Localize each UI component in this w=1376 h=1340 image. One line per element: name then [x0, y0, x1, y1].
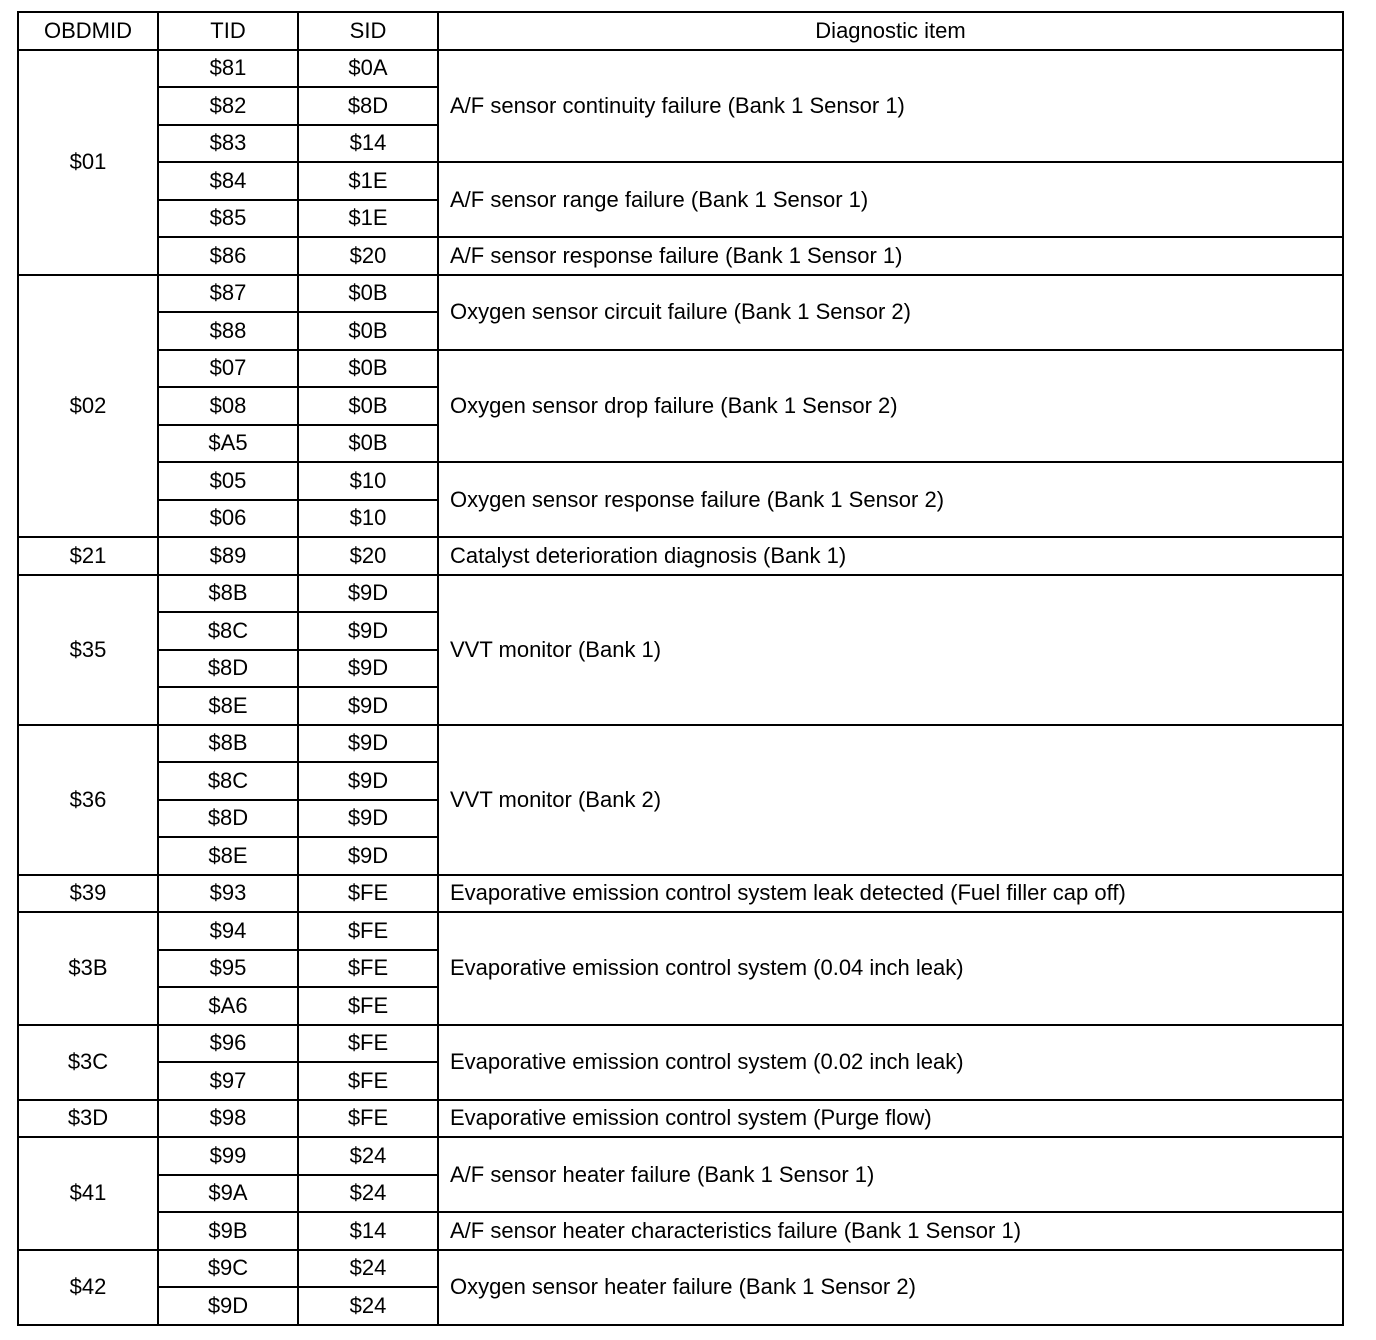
- sid-cell: $FE: [298, 950, 438, 988]
- diagnostic-item-cell: VVT monitor (Bank 1): [438, 575, 1343, 725]
- sid-cell: $9D: [298, 837, 438, 875]
- tid-cell: $87: [158, 275, 298, 313]
- sid-cell: $8D: [298, 87, 438, 125]
- sid-cell: $9D: [298, 650, 438, 688]
- sid-cell: $9D: [298, 687, 438, 725]
- tid-cell: $94: [158, 912, 298, 950]
- tid-cell: $9A: [158, 1175, 298, 1213]
- sid-cell: $FE: [298, 1025, 438, 1063]
- tid-cell: $8D: [158, 650, 298, 688]
- tid-cell: $85: [158, 200, 298, 238]
- tid-cell: $93: [158, 875, 298, 913]
- sid-cell: $0B: [298, 425, 438, 463]
- sid-cell: $1E: [298, 200, 438, 238]
- sid-cell: $FE: [298, 875, 438, 913]
- sid-cell: $0B: [298, 312, 438, 350]
- sid-cell: $20: [298, 537, 438, 575]
- diagnostic-item-cell: Oxygen sensor heater failure (Bank 1 Sensor 2): [438, 1250, 1343, 1325]
- tid-cell: $98: [158, 1100, 298, 1138]
- table-row: [18, 1137, 1343, 1175]
- tid-cell: $99: [158, 1137, 298, 1175]
- obdmid-cell: $3C: [18, 1025, 158, 1100]
- table-row: [18, 1250, 1343, 1288]
- tid-cell: $8C: [158, 612, 298, 650]
- tid-cell: $81: [158, 50, 298, 88]
- tid-cell: $8C: [158, 762, 298, 800]
- tid-cell: $88: [158, 312, 298, 350]
- diagnostic-item-cell: A/F sensor range failure (Bank 1 Sensor 1): [438, 162, 1343, 237]
- diagnostic-item-cell: A/F sensor response failure (Bank 1 Sensor 1): [438, 237, 1343, 275]
- tid-cell: $97: [158, 1062, 298, 1100]
- obdmid-cell: $41: [18, 1137, 158, 1250]
- tid-cell: $8E: [158, 837, 298, 875]
- diagnostic-item-cell: Evaporative emission control system leak detected (Fuel filler cap off): [438, 875, 1343, 913]
- obdmid-cell: $3D: [18, 1100, 158, 1138]
- obdmid-cell: $02: [18, 275, 158, 538]
- sid-cell: $FE: [298, 912, 438, 950]
- obdmid-cell: $42: [18, 1250, 158, 1325]
- diagnostic-item-cell: Evaporative emission control system (0.02 inch leak): [438, 1025, 1343, 1100]
- header-diagnostic-item: Diagnostic item: [438, 12, 1343, 50]
- tid-cell: $05: [158, 462, 298, 500]
- table-row: [18, 50, 1343, 88]
- obdmid-cell: $39: [18, 875, 158, 913]
- diagnostic-item-cell: A/F sensor heater failure (Bank 1 Sensor 1): [438, 1137, 1343, 1212]
- tid-cell: $06: [158, 500, 298, 538]
- table-row: [18, 725, 1343, 763]
- tid-cell: $84: [158, 162, 298, 200]
- diagnostic-item-cell: Oxygen sensor circuit failure (Bank 1 Sensor 2): [438, 275, 1343, 350]
- tid-cell: $89: [158, 537, 298, 575]
- sid-cell: $24: [298, 1250, 438, 1288]
- sid-cell: $10: [298, 500, 438, 538]
- tid-cell: $9C: [158, 1250, 298, 1288]
- sid-cell: $14: [298, 125, 438, 163]
- tid-cell: $A5: [158, 425, 298, 463]
- diagnostic-item-cell: Evaporative emission control system (Purge flow): [438, 1100, 1343, 1138]
- tid-cell: $8E: [158, 687, 298, 725]
- diagnostic-item-cell: Catalyst deterioration diagnosis (Bank 1): [438, 537, 1343, 575]
- table-row: [18, 350, 1343, 388]
- table-row: [18, 912, 1343, 950]
- diagnostic-item-cell: Oxygen sensor drop failure (Bank 1 Sensor 2): [438, 350, 1343, 463]
- sid-cell: $9D: [298, 800, 438, 838]
- diagnostic-item-cell: Evaporative emission control system (0.04 inch leak): [438, 912, 1343, 1025]
- obdmid-cell: $36: [18, 725, 158, 875]
- obdmid-cell: $3B: [18, 912, 158, 1025]
- diagnostic-item-cell: VVT monitor (Bank 2): [438, 725, 1343, 875]
- tid-cell: $83: [158, 125, 298, 163]
- sid-cell: $0B: [298, 387, 438, 425]
- sid-cell: $0A: [298, 50, 438, 88]
- tid-cell: $07: [158, 350, 298, 388]
- table-row: [18, 575, 1343, 613]
- table-body: [18, 50, 1343, 1325]
- tid-cell: $96: [158, 1025, 298, 1063]
- header-obdmid: OBDMID: [18, 12, 158, 50]
- sid-cell: $14: [298, 1212, 438, 1250]
- obdmid-cell: $01: [18, 50, 158, 275]
- sid-cell: $FE: [298, 1100, 438, 1138]
- tid-cell: $9B: [158, 1212, 298, 1250]
- sid-cell: $9D: [298, 612, 438, 650]
- sid-cell: $FE: [298, 1062, 438, 1100]
- obdmid-cell: $35: [18, 575, 158, 725]
- table-row: [18, 462, 1343, 500]
- table-row: [18, 1212, 1343, 1250]
- table-row: [18, 1025, 1343, 1063]
- tid-cell: $A6: [158, 987, 298, 1025]
- header-row: [18, 12, 1343, 50]
- table-row: [18, 537, 1343, 575]
- tid-cell: $82: [158, 87, 298, 125]
- table-row: [18, 162, 1343, 200]
- sid-cell: $9D: [298, 762, 438, 800]
- sid-cell: $9D: [298, 725, 438, 763]
- obdmid-table: [17, 11, 1344, 1326]
- tid-cell: $8B: [158, 725, 298, 763]
- sid-cell: $24: [298, 1137, 438, 1175]
- table-row: [18, 275, 1343, 313]
- sid-cell: $10: [298, 462, 438, 500]
- table-row: [18, 875, 1343, 913]
- diagnostic-item-cell: A/F sensor heater characteristics failure (Bank 1 Sensor 1): [438, 1212, 1343, 1250]
- header-sid: SID: [298, 12, 438, 50]
- sid-cell: $24: [298, 1287, 438, 1325]
- sid-cell: $24: [298, 1175, 438, 1213]
- tid-cell: $8D: [158, 800, 298, 838]
- diagnostic-item-cell: Oxygen sensor response failure (Bank 1 Sensor 2): [438, 462, 1343, 537]
- obdmid-cell: $21: [18, 537, 158, 575]
- diagnostic-item-cell: A/F sensor continuity failure (Bank 1 Sensor 1): [438, 50, 1343, 163]
- sid-cell: $0B: [298, 275, 438, 313]
- sid-cell: $9D: [298, 575, 438, 613]
- sid-cell: $0B: [298, 350, 438, 388]
- sid-cell: $FE: [298, 987, 438, 1025]
- sid-cell: $1E: [298, 162, 438, 200]
- table-row: [18, 237, 1343, 275]
- header-tid: TID: [158, 12, 298, 50]
- tid-cell: $8B: [158, 575, 298, 613]
- tid-cell: $08: [158, 387, 298, 425]
- table-row: [18, 1100, 1343, 1138]
- tid-cell: $9D: [158, 1287, 298, 1325]
- tid-cell: $86: [158, 237, 298, 275]
- sid-cell: $20: [298, 237, 438, 275]
- tid-cell: $95: [158, 950, 298, 988]
